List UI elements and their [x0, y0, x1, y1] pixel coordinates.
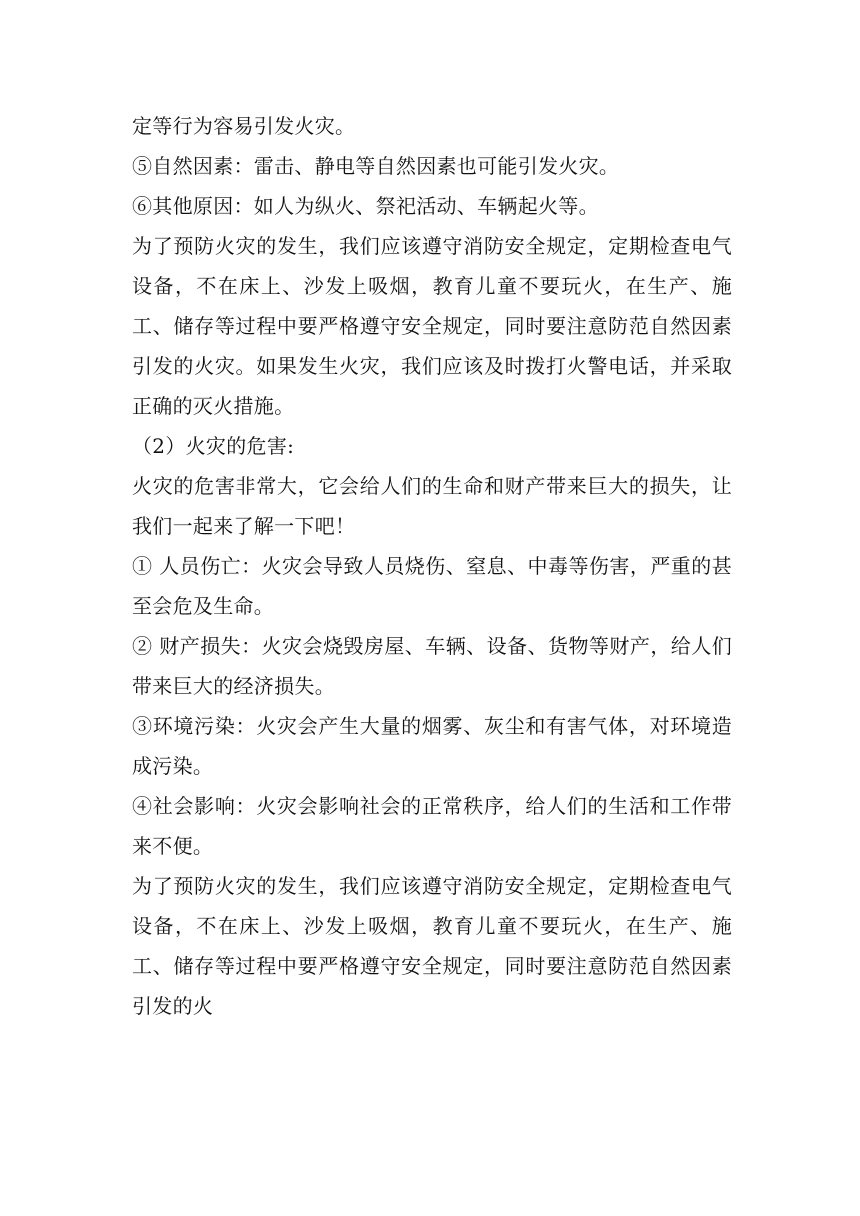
paragraph-hazards-intro: 火灾的危害非常大，它会给人们的生命和财产带来巨大的损失，让我们一起来了解一下吧！	[132, 474, 732, 538]
paragraph-environmental-pollution: ③环境污染：火灾会产生大量的烟雾、灰尘和有害气体，对环境造成污染。	[132, 714, 732, 778]
paragraph-social-impact: ④社会影响：火灾会影响社会的正常秩序，给人们的生活和工作带来不便。	[132, 794, 732, 858]
paragraph-prevention-repeat: 为了预防火灾的发生，我们应该遵守消防安全规定，定期检查电气设备，不在床上、沙发上吸烟，教育儿童不要玩火，在生产、施工、储存等过程中要严格遵守安全规定，同时要注意防范自然因素引发的火	[132, 874, 732, 1018]
paragraph-natural-factors: ⑤自然因素：雷击、静电等自然因素也可能引发火灾。	[132, 154, 620, 178]
document-page	[132, 106, 732, 1026]
paragraph-casualties: ① 人员伤亡：火灾会导致人员烧伤、窒息、中毒等伤害，严重的甚至会危及生命。	[132, 554, 732, 618]
paragraph-property-loss: ② 财产损失：火灾会烧毁房屋、车辆、设备、货物等财产，给人们带来巨大的经济损失。	[132, 634, 732, 698]
paragraph-continuation: 定等行为容易引发火灾。	[132, 114, 356, 138]
paragraph-prevention: 为了预防火灾的发生，我们应该遵守消防安全规定，定期检查电气设备，不在床上、沙发上吸烟，教育儿童不要玩火，在生产、施工、储存等过程中要严格遵守安全规定，同时要注意防范自然因素引发的火灾。如果发生火灾，我们应该及时拨打火警电话，并采取正确的灭火措施。	[132, 234, 732, 418]
paragraph-other-causes: ⑥其他原因：如人为纵火、祭祀活动、车辆起火等。	[132, 194, 599, 218]
section-heading-fire-hazards: （2）火灾的危害:	[132, 434, 295, 458]
